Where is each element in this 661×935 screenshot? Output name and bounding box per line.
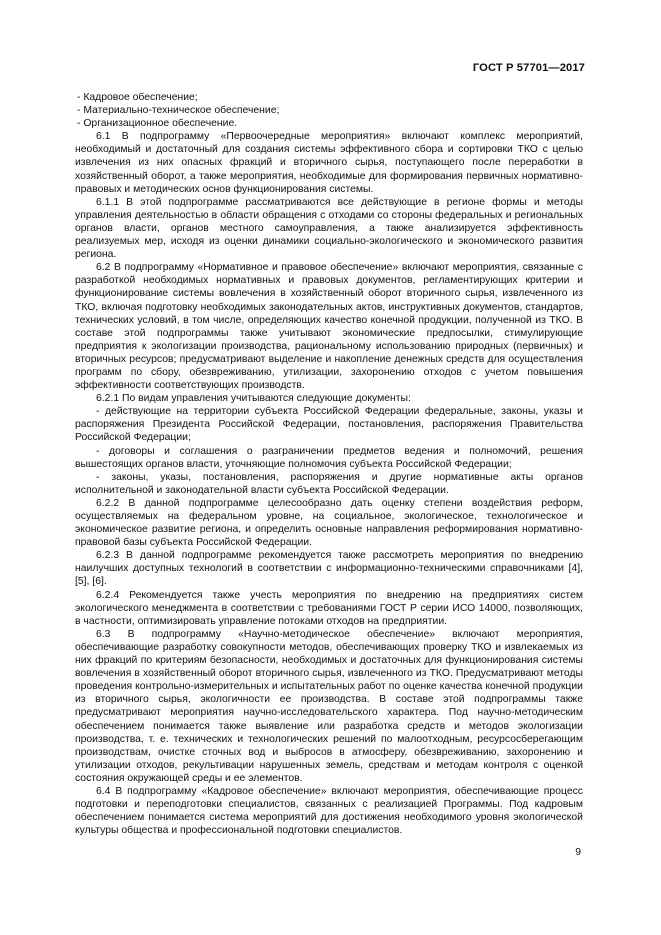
list-item: - Организационное обеспечение. [77, 118, 238, 130]
list-item: - законы, указы, постановления, распоряжения и другие нормативные акты органов исполнительной и законодательной власти субъекта Российской Федерации. [75, 471, 583, 496]
paragraph-6-4: 6.4 В подпрограмму «Кадровое обеспечение» включают мероприятия, обеспечивающие процесс подготовки и переподготовки специалистов, связанных с реализацией Программы. Под кадровым обеспечением понимается система мероприятий для достижения необходимого уровня экологической культуры общества и профессиональной подготовки специалистов. [75, 785, 583, 837]
document-code-header: ГОСТ Р 57701—2017 [472, 62, 585, 74]
list-item: - Кадровое обеспечение; [77, 92, 198, 103]
page-body-text [75, 91, 583, 837]
paragraph-6-1-1: 6.1.1 В этой подпрограмме рассматриваются все действующие в регионе формы и методы управления деятельностью в области обращения с отходами со стороны федеральных и региональных органов власти, органов местного самоуправления, а также анализируется эффективность реализуемых мер, исходя из оценки динамики социально-экологического и экономического развития региона. [75, 196, 583, 261]
page-number: 9 [575, 847, 581, 858]
paragraph-6-2: 6.2 В подпрограмму «Нормативное и правовое обеспечение» включают мероприятия, связанные с разработкой необходимых нормативных и правовых документов, регламентирующих критерии и функционирование системы вовлечения в хозяйственный оборот вторичного сырья, извлеченного из ТКО, включая подготовку необходимых законодательных актов, инструктивных документов, стандартов, технических условий, в том числе, определяющих качество конечной продукции, полученной из ТКО. В составе этой подпрограммы также учитывают экономические предпосылки, стимулирующие предприятия к экологизации производства, рациональному использованию природных (первичных) и вторичных ресурсов; предусматривают выделение и накопление денежных средств для осуществления программ по сбору, обезвреживанию, утилизации, захоронению отходов с учетом повышения эффективности соответствующих производств. [75, 262, 583, 392]
paragraph-6-3: 6.3 В подпрограмму «Научно-методическое обеспечение» включают мероприятия, обеспечивающие разработку совокупности методов, обеспечивающих проверку ТКО и извлекаемых из них фракций по критериям безопасности, необходимых и достаточных для функционирования системы вовлечения в хозяйственный оборот вторичного сырья, извлеченного из ТКО. Предусматривают методы проведения контрольно-измерительных и испытательных работ по оценке качества конечной продукции из вторичного сырья, экологичности ее производства. В составе этой подпрограммы также предусматривают мероприятия научно-исследовательского характера. Под научно-методическим обеспечением понимается также выявление или разработка средств и методов экологизации производства, т. е. технических и технологических решений по малоотходным, ресурсосберегающим производствам, очистке сточных вод и выбросов в атмосферу, обезвреживанию, захоронению и утилизации отходов, рекультивации нарушенных земель, средствам и методам контроля с оценкой состояния окружающей среды и ее элементов. [75, 628, 583, 784]
list-item: - договоры и соглашения о разграничении предметов ведения и полномочий, решения вышестоящих органов власти, уточняющие полномочия субъекта Российской Федерации; [75, 445, 583, 470]
paragraph-6-2-1: 6.2.1 По видам управления учитываются следующие документы: [96, 393, 411, 405]
paragraph-6-2-4: 6.2.4 Рекомендуется также учесть мероприятия по внедрению на предприятиях систем экологического менеджмента в соответствии с требованиями ГОСТ Р серии ИСО 14000, позволяющих, в частности, оптимизировать управление потоками отходов на предприятии. [75, 589, 583, 627]
paragraph-6-2-2: 6.2.2 В данной подпрограмме целесообразно дать оценку степени воздействия реформ, осуществляемых на федеральном уровне, на социальное, экологическое, технологическое и экономическое развитие региона, и определить основные направления реформирования нормативно-правовой базы субъекта Российской Федерации. [75, 497, 583, 549]
paragraph-6-2-3: 6.2.3 В данной подпрограмме рекомендуется также рассмотреть мероприятия по внедрению наилучших доступных технологий в соответствии с информационно-техническими справочниками [4], [5], [6]. [75, 550, 583, 588]
paragraph-6-1: 6.1 В подпрограмму «Первоочередные мероприятия» включают комплекс мероприятий, необходимый и достаточный для создания системы эффективного сбора и сортировки ТКО с целью извлечения из них опасных фракций и вторичного сырья, поступающего после переработки в хозяйственный оборот, а также мероприятия, необходимые для формирования первичных нормативно-правовых и методических основ функционирования системы. [75, 131, 583, 195]
list-item: - действующие на территории субъекта Российской Федерации федеральные, законы, указы и распоряжения Президента Российской Федерации, постановления, распоряжения Правительства Российской Федерации; [75, 406, 583, 444]
list-item: - Материально-техническое обеспечение; [77, 105, 280, 117]
